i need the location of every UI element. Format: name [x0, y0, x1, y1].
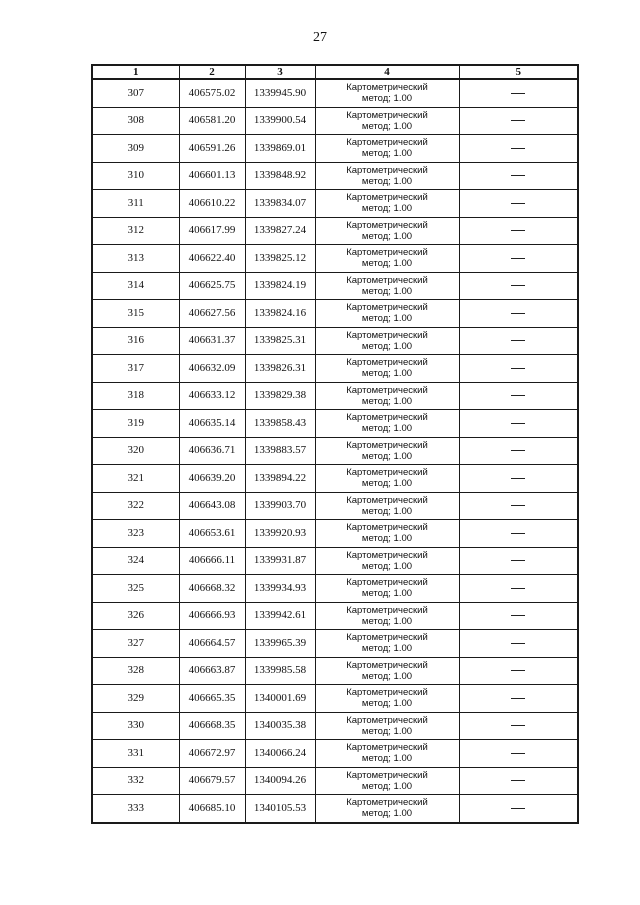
dash-mark [511, 258, 525, 259]
y-coordinate-cell: 1339834.07 [245, 190, 315, 218]
dash-mark [511, 478, 525, 479]
dash-mark [511, 313, 525, 314]
note-cell [459, 547, 578, 575]
table-row [92, 327, 578, 355]
method-cell [315, 162, 459, 190]
table-row [92, 630, 578, 658]
y-coordinate-cell: 1339903.70 [245, 492, 315, 520]
method-name: Картометрический [346, 192, 428, 204]
y-coordinate-cell: 1339858.43 [245, 410, 315, 438]
method-name: Картометрический [346, 439, 428, 451]
table-body [92, 79, 578, 823]
note-cell [459, 410, 578, 438]
point-number-cell: 317 [92, 355, 179, 383]
method-cell [315, 382, 459, 410]
note-cell [459, 795, 578, 823]
note-cell [459, 272, 578, 300]
table-row [92, 685, 578, 713]
note-cell [459, 630, 578, 658]
point-number-cell: 316 [92, 327, 179, 355]
note-cell [459, 740, 578, 768]
x-coordinate-cell: 406664.57 [179, 630, 245, 658]
y-coordinate-cell: 1340035.38 [245, 712, 315, 740]
dash-mark [511, 423, 525, 424]
point-number-cell: 323 [92, 520, 179, 548]
x-coordinate-cell: 406635.14 [179, 410, 245, 438]
x-coordinate-cell: 406665.35 [179, 685, 245, 713]
method-name: Картометрический [346, 604, 428, 616]
method-accuracy: метод; 1.00 [361, 505, 413, 517]
dash-mark [511, 643, 525, 644]
table-row [92, 79, 578, 107]
dash-mark [511, 725, 525, 726]
method-cell [315, 547, 459, 575]
method-name: Картометрический [346, 247, 428, 259]
note-cell [459, 190, 578, 218]
table-row [92, 245, 578, 273]
y-coordinate-cell: 1339824.19 [245, 272, 315, 300]
note-cell [459, 465, 578, 493]
dash-mark [511, 395, 525, 396]
y-coordinate-cell: 1339900.54 [245, 107, 315, 135]
table-row [92, 712, 578, 740]
y-coordinate-cell: 1339829.38 [245, 382, 315, 410]
table-row [92, 162, 578, 190]
method-name: Картометрический [346, 714, 428, 726]
method-name: Картометрический [346, 549, 428, 561]
method-cell [315, 795, 459, 823]
x-coordinate-cell: 406666.93 [179, 602, 245, 630]
x-coordinate-cell: 406663.87 [179, 657, 245, 685]
table-row [92, 355, 578, 383]
y-coordinate-cell: 1339965.39 [245, 630, 315, 658]
dash-mark [511, 670, 525, 671]
dash-mark [511, 230, 525, 231]
table-row [92, 382, 578, 410]
method-cell [315, 740, 459, 768]
method-cell [315, 520, 459, 548]
method-name: Картометрический [346, 274, 428, 286]
table-row [92, 190, 578, 218]
method-name: Картометрический [346, 797, 428, 809]
dash-mark [511, 505, 525, 506]
method-accuracy: метод; 1.00 [361, 450, 413, 462]
point-number-cell: 318 [92, 382, 179, 410]
table-row [92, 107, 578, 135]
point-number-cell: 309 [92, 135, 179, 163]
dash-mark [511, 148, 525, 149]
note-cell [459, 135, 578, 163]
y-coordinate-cell: 1340066.24 [245, 740, 315, 768]
y-coordinate-cell: 1339942.61 [245, 602, 315, 630]
x-coordinate-cell: 406666.11 [179, 547, 245, 575]
method-name: Картометрический [346, 329, 428, 341]
point-number-cell: 327 [92, 630, 179, 658]
method-cell [315, 712, 459, 740]
y-coordinate-cell: 1340001.69 [245, 685, 315, 713]
table-row [92, 437, 578, 465]
method-accuracy: метод; 1.00 [361, 230, 413, 242]
x-coordinate-cell: 406622.40 [179, 245, 245, 273]
method-cell [315, 79, 459, 107]
method-cell [315, 107, 459, 135]
table-row [92, 217, 578, 245]
point-number-cell: 314 [92, 272, 179, 300]
coordinates-table [91, 64, 579, 824]
method-name: Картометрический [346, 412, 428, 424]
point-number-cell: 319 [92, 410, 179, 438]
table-header-row [92, 65, 578, 79]
dash-mark [511, 93, 525, 94]
method-name: Картометрический [346, 494, 428, 506]
method-accuracy: метод; 1.00 [361, 615, 413, 627]
dash-mark [511, 175, 525, 176]
method-name: Картометрический [346, 577, 428, 589]
method-cell [315, 135, 459, 163]
point-number-cell: 315 [92, 300, 179, 328]
header-col-3: 3 [245, 65, 315, 79]
method-accuracy: метод; 1.00 [361, 258, 413, 270]
note-cell [459, 245, 578, 273]
method-accuracy: метод; 1.00 [361, 368, 413, 380]
x-coordinate-cell: 406581.20 [179, 107, 245, 135]
note-cell [459, 575, 578, 603]
method-name: Картометрический [346, 769, 428, 781]
method-cell [315, 437, 459, 465]
note-cell [459, 79, 578, 107]
y-coordinate-cell: 1339848.92 [245, 162, 315, 190]
method-accuracy: метод; 1.00 [361, 285, 413, 297]
x-coordinate-cell: 406685.10 [179, 795, 245, 823]
method-cell [315, 575, 459, 603]
method-cell [315, 492, 459, 520]
method-name: Картометрический [346, 467, 428, 479]
note-cell [459, 685, 578, 713]
note-cell [459, 300, 578, 328]
table-row [92, 657, 578, 685]
method-cell [315, 272, 459, 300]
method-cell [315, 355, 459, 383]
method-name: Картометрический [346, 82, 428, 94]
note-cell [459, 327, 578, 355]
y-coordinate-cell: 1339920.93 [245, 520, 315, 548]
note-cell [459, 602, 578, 630]
x-coordinate-cell: 406653.61 [179, 520, 245, 548]
method-name: Картометрический [346, 522, 428, 534]
method-accuracy: метод; 1.00 [361, 175, 413, 187]
table-row [92, 547, 578, 575]
method-accuracy: метод; 1.00 [361, 560, 413, 572]
x-coordinate-cell: 406636.71 [179, 437, 245, 465]
y-coordinate-cell: 1339945.90 [245, 79, 315, 107]
y-coordinate-cell: 1339827.24 [245, 217, 315, 245]
dash-mark [511, 588, 525, 589]
table-row [92, 740, 578, 768]
x-coordinate-cell: 406591.26 [179, 135, 245, 163]
method-cell [315, 602, 459, 630]
method-cell [315, 630, 459, 658]
method-accuracy: метод; 1.00 [361, 670, 413, 682]
point-number-cell: 326 [92, 602, 179, 630]
dash-mark [511, 368, 525, 369]
x-coordinate-cell: 406668.35 [179, 712, 245, 740]
method-cell [315, 767, 459, 795]
header-col-1: 1 [92, 65, 179, 79]
method-accuracy: метод; 1.00 [361, 780, 413, 792]
x-coordinate-cell: 406625.75 [179, 272, 245, 300]
method-accuracy: метод; 1.00 [361, 725, 413, 737]
method-accuracy: метод; 1.00 [361, 588, 413, 600]
table-row [92, 767, 578, 795]
method-accuracy: метод; 1.00 [361, 698, 413, 710]
point-number-cell: 307 [92, 79, 179, 107]
table-row [92, 300, 578, 328]
header-col-2: 2 [179, 65, 245, 79]
y-coordinate-cell: 1339985.58 [245, 657, 315, 685]
method-name: Картометрический [346, 164, 428, 176]
point-number-cell: 322 [92, 492, 179, 520]
x-coordinate-cell: 406631.37 [179, 327, 245, 355]
point-number-cell: 311 [92, 190, 179, 218]
y-coordinate-cell: 1339824.16 [245, 300, 315, 328]
dash-mark [511, 780, 525, 781]
y-coordinate-cell: 1339931.87 [245, 547, 315, 575]
x-coordinate-cell: 406617.99 [179, 217, 245, 245]
method-cell [315, 190, 459, 218]
x-coordinate-cell: 406627.56 [179, 300, 245, 328]
note-cell [459, 767, 578, 795]
table-row [92, 795, 578, 823]
note-cell [459, 162, 578, 190]
dash-mark [511, 285, 525, 286]
point-number-cell: 333 [92, 795, 179, 823]
x-coordinate-cell: 406610.22 [179, 190, 245, 218]
method-name: Картометрический [346, 687, 428, 699]
method-cell [315, 327, 459, 355]
dash-mark [511, 533, 525, 534]
point-number-cell: 332 [92, 767, 179, 795]
point-number-cell: 330 [92, 712, 179, 740]
x-coordinate-cell: 406679.57 [179, 767, 245, 795]
dash-mark [511, 560, 525, 561]
table-row [92, 575, 578, 603]
y-coordinate-cell: 1339869.01 [245, 135, 315, 163]
point-number-cell: 325 [92, 575, 179, 603]
table-row [92, 602, 578, 630]
note-cell [459, 355, 578, 383]
method-accuracy: метод; 1.00 [361, 395, 413, 407]
x-coordinate-cell: 406575.02 [179, 79, 245, 107]
table-row [92, 520, 578, 548]
method-cell [315, 300, 459, 328]
method-name: Картометрический [346, 384, 428, 396]
point-number-cell: 312 [92, 217, 179, 245]
method-accuracy: метод; 1.00 [361, 808, 413, 820]
note-cell [459, 492, 578, 520]
y-coordinate-cell: 1339826.31 [245, 355, 315, 383]
y-coordinate-cell: 1339825.31 [245, 327, 315, 355]
dash-mark [511, 120, 525, 121]
method-name: Картометрический [346, 742, 428, 754]
method-name: Картометрический [346, 632, 428, 644]
method-accuracy: метод; 1.00 [361, 753, 413, 765]
method-cell [315, 465, 459, 493]
method-name: Картометрический [346, 219, 428, 231]
point-number-cell: 331 [92, 740, 179, 768]
y-coordinate-cell: 1339894.22 [245, 465, 315, 493]
x-coordinate-cell: 406632.09 [179, 355, 245, 383]
method-accuracy: метод; 1.00 [361, 93, 413, 105]
note-cell [459, 382, 578, 410]
point-number-cell: 329 [92, 685, 179, 713]
table-row [92, 135, 578, 163]
note-cell [459, 657, 578, 685]
method-cell [315, 217, 459, 245]
point-number-cell: 321 [92, 465, 179, 493]
method-cell [315, 685, 459, 713]
method-name: Картометрический [346, 357, 428, 369]
method-cell [315, 410, 459, 438]
y-coordinate-cell: 1339934.93 [245, 575, 315, 603]
point-number-cell: 328 [92, 657, 179, 685]
y-coordinate-cell: 1339825.12 [245, 245, 315, 273]
dash-mark [511, 450, 525, 451]
header-col-4: 4 [315, 65, 459, 79]
method-cell [315, 245, 459, 273]
point-number-cell: 313 [92, 245, 179, 273]
x-coordinate-cell: 406633.12 [179, 382, 245, 410]
method-name: Картометрический [346, 137, 428, 149]
point-number-cell: 324 [92, 547, 179, 575]
y-coordinate-cell: 1340094.26 [245, 767, 315, 795]
table-row [92, 492, 578, 520]
dash-mark [511, 753, 525, 754]
point-number-cell: 320 [92, 437, 179, 465]
x-coordinate-cell: 406601.13 [179, 162, 245, 190]
method-accuracy: метод; 1.00 [361, 643, 413, 655]
point-number-cell: 310 [92, 162, 179, 190]
method-accuracy: метод; 1.00 [361, 533, 413, 545]
dash-mark [511, 203, 525, 204]
dash-mark [511, 615, 525, 616]
x-coordinate-cell: 406672.97 [179, 740, 245, 768]
method-accuracy: метод; 1.00 [361, 313, 413, 325]
point-number-cell: 308 [92, 107, 179, 135]
header-col-5: 5 [459, 65, 578, 79]
method-name: Картометрический [346, 109, 428, 121]
method-accuracy: метод; 1.00 [361, 478, 413, 490]
dash-mark [511, 698, 525, 699]
table-row [92, 272, 578, 300]
note-cell [459, 217, 578, 245]
method-name: Картометрический [346, 659, 428, 671]
note-cell [459, 520, 578, 548]
x-coordinate-cell: 406668.32 [179, 575, 245, 603]
note-cell [459, 712, 578, 740]
note-cell [459, 107, 578, 135]
method-accuracy: метод; 1.00 [361, 120, 413, 132]
method-accuracy: метод; 1.00 [361, 340, 413, 352]
dash-mark [511, 340, 525, 341]
method-accuracy: метод; 1.00 [361, 148, 413, 160]
table-row [92, 465, 578, 493]
method-name: Картометрический [346, 302, 428, 314]
x-coordinate-cell: 406643.08 [179, 492, 245, 520]
y-coordinate-cell: 1340105.53 [245, 795, 315, 823]
dash-mark [511, 808, 525, 809]
method-accuracy: метод; 1.00 [361, 203, 413, 215]
table-row [92, 410, 578, 438]
method-accuracy: метод; 1.00 [361, 423, 413, 435]
note-cell [459, 437, 578, 465]
page-number: 27 [313, 30, 327, 45]
y-coordinate-cell: 1339883.57 [245, 437, 315, 465]
method-cell [315, 657, 459, 685]
x-coordinate-cell: 406639.20 [179, 465, 245, 493]
